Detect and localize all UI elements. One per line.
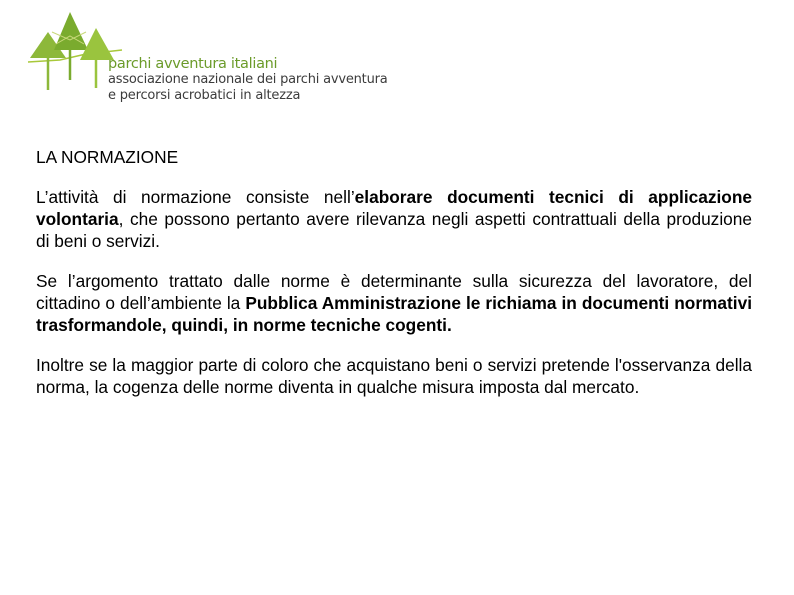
paragraph2-text-start: Se l’argomento trattato dalle norme è determinante sulla sicurezza del lavoratore, del cittadino o dell’ambiente la (36, 271, 752, 313)
logo (26, 10, 446, 115)
page-title: LA NORMAZIONE (36, 147, 179, 167)
logo-text (108, 56, 388, 104)
paragraph1-text-start: L’attività di normazione consiste nell’ (36, 187, 355, 207)
paragraph-sicurezza (36, 270, 752, 336)
paragraph-mercato: Inoltre se la maggior parte di coloro che acquistano beni o servizi pretende l'osservanza della norma, la cogenza delle norme diventa in qualche misura imposta dal mercato. (36, 355, 752, 397)
document-body (36, 146, 752, 416)
logo-name: parchi avventura italiani (108, 56, 278, 72)
logo-subtitle-line2: e percorsi acrobatici in altezza (108, 88, 301, 103)
paragraph-normazione (36, 186, 752, 252)
paragraph1-bold: elaborare documenti tecnici di applicazione volontaria (36, 187, 753, 229)
paragraph1-text-end: , che possono pertanto avere rilevanza negli aspetti contrattuali della produzione di beni o servizi. (36, 209, 752, 251)
paragraph2-bold: Pubblica Amministrazione le richiama in documenti normativi trasformandole, quindi, in norme tecniche cogenti. (36, 293, 752, 335)
logo-subtitle-line1: associazione nazionale dei parchi avventura (108, 72, 388, 87)
